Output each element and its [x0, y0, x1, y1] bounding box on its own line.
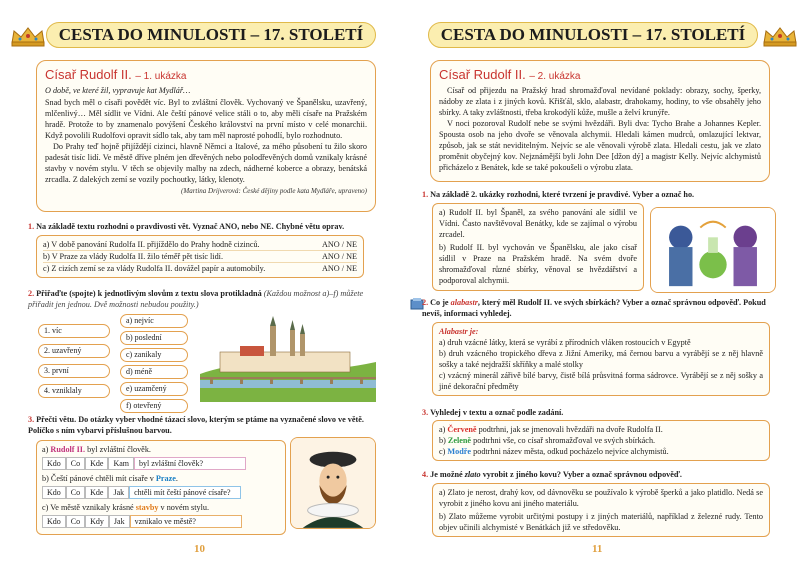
story-box — [430, 60, 770, 182]
page-number: 10 — [194, 543, 205, 555]
rudolf-portrait-illustration — [290, 437, 376, 529]
answer-option[interactable]: b) Zlato můžeme vyrobit určitými postupy i z jiných materiálů, například z železné rudy. Tento objev učinili alchymisté v Benátkách již ve středověku. — [439, 512, 763, 532]
right-page — [400, 0, 800, 571]
word-item[interactable]: 3. první — [38, 364, 110, 378]
question-word[interactable]: Kde — [85, 457, 108, 470]
question-word[interactable]: Kam — [108, 457, 134, 470]
question-words-c — [42, 515, 280, 528]
question-completion: vznikalo ve městě? — [130, 515, 242, 528]
story-paragraph: Císař od přijezdu na Pražský hrad shromažďoval nevídané poklady: obrazy, sochy, šperky, nádoby ze zlata i z jiných kovů. Křišťál, sklo, alabastr, drahokamy, hodiny, to vše obsahěly jeho sbírky. A taky zvláštnosti, třeba krokodýlí kůže, mušle a želví krunýře. — [439, 86, 761, 117]
question-word[interactable]: Co — [66, 457, 85, 470]
task-3-answers — [36, 440, 286, 535]
word-item[interactable]: 2. uzavřený — [38, 344, 110, 358]
question-word[interactable]: Kdo — [42, 515, 66, 528]
question-word[interactable]: Kdo — [42, 457, 66, 470]
answer-option[interactable]: c) vzácný minerál zářivě bílé barvy, čistě bílá průsvitná forma sádrovce. Vyrábějí se z něj sošky a jiné dekorační předměty — [439, 371, 763, 391]
question-words-a — [42, 457, 280, 470]
task-1-prompt: 1. Na základě 2. ukázky rozhodni, které tvrzení je pravdivé. Vyber a označ ho. — [422, 190, 695, 199]
question-word[interactable]: Jak — [109, 515, 130, 528]
story-title: Císař Rudolf II. – 2. ukázka — [439, 67, 581, 82]
question-completion: byl zvláštní člověk? — [134, 457, 246, 470]
answer-option[interactable]: b) Rudolf II. byl vychován ve Španělsku, ale jako císař sídlil v Praze na Pražském hradě. Na svém dvoře shromažďoval různé sbírky, věnoval se hvězdářství a podporoval alchymii. — [439, 243, 637, 285]
option-item[interactable]: f) otevřený — [120, 399, 188, 413]
story-title: Císař Rudolf II. – 1. ukázka — [45, 67, 187, 82]
alchemists-illustration — [650, 207, 776, 293]
story-paragraph: Do Prahy teď hojně přijíždějí cizinci, hlavně Němci a Italové, za mého působení tu žilo skoro padesát tisíc lidí. Ve městě dříve plném jen dřevěných nebo polodřevěných domů vznikaly krásné stavby v novém stylu. V těch se objevily malby na zdech, nádherné koberce a obrazy, benátská zrcadla. Z dalekých zemí se vozily pochoutky, látky, klenoty. — [45, 142, 367, 184]
true-false-row[interactable]: a) V době panování Rudolfa II. přijíždělo do Prahy hodně cizinců. ANO / NE — [43, 240, 357, 249]
question-words-b — [42, 486, 280, 499]
option-item[interactable]: a) nejvíc — [120, 314, 188, 328]
task-2-prompt: 2. Co je alabastr, který měl Rudolf II. ve svých sbírkách? Vyber a označ správnou odpověď. Pokud nevíš, informaci vyhledej. — [422, 298, 766, 318]
question-word[interactable]: Co — [66, 486, 85, 499]
answer-option[interactable]: b) druh vzácného tropického dřeva z Jižní Ameriky, má černou barvu a vyrábějí se z něj hlavně sošky a také nejdražší skříňky a malé stolky — [439, 349, 763, 369]
question-word[interactable]: Jak — [108, 486, 129, 499]
sentence-b: b) Čeští pánové chtěli mít císaře v Praze. — [42, 474, 178, 483]
task-3-answers — [432, 420, 770, 461]
sentence-a: a) Rudolf II. byl zvláštní člověk. — [42, 445, 151, 454]
task-3-prompt: 3. Přečti větu. Do otázky vyber vhodné tázací slovo, kterým se ptáme na vyznačené slovo ve větě. Políčko s ním vybarvi příslušnou barvou. — [28, 415, 364, 435]
answer-option[interactable]: a) Rudolf II. byl Španěl, za svého panování ale sídlil ve Vídni. Často navštěvoval Benátky, kde se zajímal o výrobu zrcadel. — [439, 208, 637, 239]
question-word[interactable]: Kdy — [85, 515, 109, 528]
prague-castle-illustration — [200, 312, 376, 402]
page-number: 11 — [592, 543, 603, 555]
task-1-answers — [36, 235, 364, 278]
option-item[interactable]: e) uzamčený — [120, 382, 188, 396]
question-word[interactable]: Kde — [85, 486, 108, 499]
task-2-answers — [432, 322, 770, 396]
underline-instruction[interactable]: a) Červeně podtrhni, jak se jmenovali hvězdáři na dvoře Rudolfa II. — [439, 425, 663, 434]
story-source: (Martina Drijverová: České dějiny podle kata Mydláře, upraveno) — [181, 187, 367, 195]
sentence-c: c) Ve městě vznikaly krásné stavby v novém stylu. — [42, 503, 209, 512]
story-paragraph: Snad bych měl o císaři povědět víc. Byl to zvláštní člověk. Vychovaný ve Španělsku, uzavřený, mlčenlivý… Měl sídlit ve Vídni. Ale čeští pánové velice stáli o to, aby měli císaře na Pražském hradě. Protože to by znamenalo povýšení Českého království na první místo v celé monarchii. Když povolili Rudolfovi opravit sídlo tak, aby tam měl naprosté pohodlí, bylo rozhodnuto. — [45, 98, 367, 140]
crown-icon — [762, 25, 798, 47]
answer-option[interactable]: a) druh vzácné látky, která se vyrábí z přírodních vláken rostoucích v Egyptě — [439, 338, 691, 347]
task-4-prompt: 4. Je možné zlato vyrobit z jiného kovu? Vyber a označ správnou odpověď. — [422, 470, 682, 479]
underline-instruction[interactable]: b) Zeleně podtrhni vše, co císař shromažďoval ve svých sbírkách. — [439, 436, 656, 445]
underline-instruction[interactable]: c) Modře podtrhni název města, odkud pocházelo nejvíce alchymistů. — [439, 447, 669, 456]
answer-head: Alabastr je: — [439, 327, 479, 336]
task-3-prompt: 3. Vyhledej v textu a označ podle zadání. — [422, 408, 564, 417]
word-item[interactable]: 4. vzniklaly — [38, 384, 110, 398]
option-item[interactable]: c) zanikaly — [120, 348, 188, 362]
question-completion: chtěli mít čeští pánové císaře? — [129, 486, 241, 499]
word-item[interactable]: 1. víc — [38, 324, 110, 338]
task-1-prompt: 1. Na základě textu rozhodni o pravdivosti vět. Vyznač ANO, nebo NE. Chybné větu oprav. — [28, 222, 345, 231]
question-word[interactable]: Kdo — [42, 486, 66, 499]
chapter-banner: CESTA DO MINULOSTI – 17. STOLETÍ — [46, 22, 376, 48]
answer-option[interactable]: a) Zlato je nerost, drahý kov, od dávnověku se používalo k výrobě šperků a jako platidlo. Nedá se vyrobit z jiného kovu ani jiného materiálu. — [439, 488, 763, 508]
story-paragraph: V noci pozoroval Rudolf nebe se svými hvězdáři. Byli dva: Tycho Brahe a Johannes Kepler. Spousta osob na jeho dvoře se věnovala alchymii. Hledali kámen mudrců, omlazující lektvar, způsob, jak se stát neviditelným. Nejvíc se ale věnovali výrobě zlata. Hledali cestu, jak ve zlato proměnit obyčejný kov. Nejznámější byli John Dee [džon dý] a magistr Kelly. Nejvíc alchymistů přicházelo z Benátek, kde se také pokoušeli o výrobu zlata. — [439, 119, 761, 172]
task-2-prompt: 2. Přiřaďte (spojte) k jednotlivým slovům z textu slova protikladná (Každou možnost a)–f) můžete přiřadit jen jednou. Dvě možnosti nebudou použity.) — [28, 289, 364, 309]
option-item[interactable]: d) méně — [120, 365, 188, 379]
true-false-row[interactable]: b) V Praze za vlády Rudolfa II. žilo téměř pět tisíc lidí. ANO / NE — [43, 252, 357, 261]
story-box — [36, 60, 376, 212]
task-1-answers — [432, 203, 644, 291]
story-intro: O době, ve které žil, vypravuje kat Mydlář… — [45, 86, 191, 95]
crown-icon — [10, 25, 46, 47]
option-item[interactable]: b) poslední — [120, 331, 188, 345]
question-word[interactable]: Co — [66, 515, 85, 528]
task-4-answers — [432, 483, 770, 537]
chapter-banner: CESTA DO MINULOSTI – 17. STOLETÍ — [428, 22, 758, 48]
true-false-row[interactable]: c) Z cizích zemí se za vlády Rudolfa II. dovážel papír a automobily. ANO / NE — [43, 264, 357, 273]
